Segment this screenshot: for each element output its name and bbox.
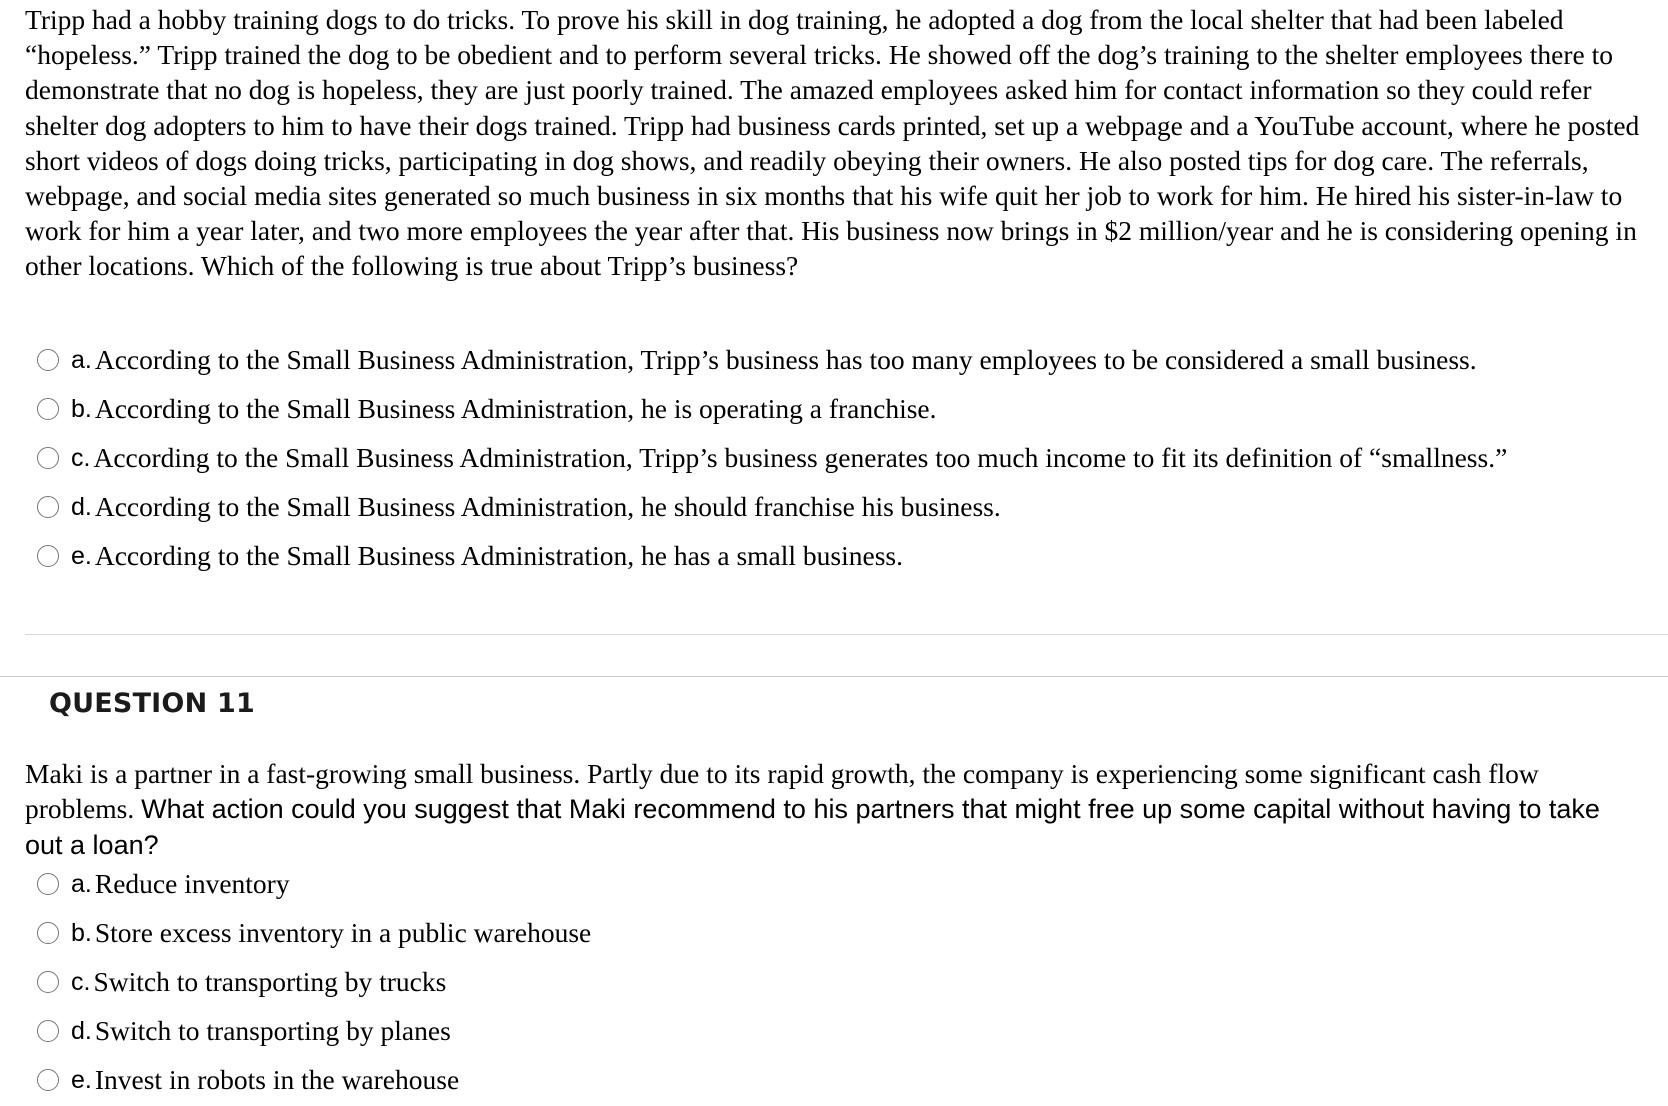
radio-button[interactable] <box>37 922 59 944</box>
q11-option-d[interactable] <box>37 1011 451 1051</box>
option-text: According to the Small Business Administration, Tripp’s business generates too much income to fit its definition of “smallness.” <box>93 442 1508 473</box>
q10-option-a[interactable] <box>37 340 1477 380</box>
q10-option-b[interactable] <box>37 389 937 429</box>
option-text: According to the Small Business Administration, he is operating a franchise. <box>94 393 937 424</box>
q10-option-e[interactable] <box>37 536 903 576</box>
question-10-text: Tripp had a hobby training dogs to do tricks. To prove his skill in dog training, he adopted a dog from the local shelter that had been labeled “hopeless.” Tripp trained the dog to be obedient and to perform several tricks. He showed off the dog’s training to the shelter employees there to demonstrate that no dog is hopeless, they are just poorly trained. The amazed employees asked him for contact information so they could refer shelter dog adopters to him to have their dogs trained. Tripp had business cards printed, set up a webpage and a YouTube account, where he posted short videos of dogs doing tricks, participating in dog shows, and readily obeying their owners. He also posted tips for dog care. The referrals, webpage, and social media sites generated so much business in six months that his wife quit her job to work for him. He hired his sister-in-law to work for him a year later, and two more employees the year after that. His business now brings in $2 million/year and he is considering opening in other locations. Which of the following is true about Tripp’s business? <box>25 4 1640 282</box>
radio-button[interactable] <box>37 971 59 993</box>
radio-button[interactable] <box>37 349 59 371</box>
radio-button[interactable] <box>37 1069 59 1091</box>
option-text: According to the Small Business Administration, Tripp’s business has too many employees to be considered a small business. <box>94 344 1477 375</box>
answer-divider <box>25 634 1668 635</box>
option-letter: b. <box>71 918 92 947</box>
option-letter: d. <box>71 1016 92 1045</box>
option-text: Store excess inventory in a public warehouse <box>94 917 592 948</box>
q10-option-c[interactable] <box>37 438 1507 478</box>
q11-option-b[interactable] <box>37 913 591 953</box>
radio-button[interactable] <box>37 545 59 567</box>
option-letter: a. <box>71 345 92 374</box>
radio-button[interactable] <box>37 447 59 469</box>
question-11-text-sans: What action could you suggest that Maki recommend to his partners that might free up some capital without having to take out a loan? <box>25 794 1600 861</box>
radio-button[interactable] <box>37 1020 59 1042</box>
option-letter: a. <box>71 869 92 898</box>
option-letter: e. <box>71 1065 92 1094</box>
radio-button[interactable] <box>37 398 59 420</box>
q10-option-d[interactable] <box>37 487 1001 527</box>
option-text: Invest in robots in the warehouse <box>94 1064 460 1095</box>
question-11-heading: QUESTION 11 <box>49 688 255 719</box>
q11-option-c[interactable] <box>37 962 446 1002</box>
question-11-text <box>25 756 1640 864</box>
option-letter: c. <box>71 967 91 996</box>
option-text: Reduce inventory <box>94 868 290 899</box>
option-letter: d. <box>71 492 92 521</box>
option-text: Switch to transporting by planes <box>94 1015 451 1046</box>
q11-option-e[interactable] <box>37 1060 459 1100</box>
radio-button[interactable] <box>37 496 59 518</box>
option-text: Switch to transporting by trucks <box>93 966 447 997</box>
option-text: According to the Small Business Administration, he should franchise his business. <box>94 491 1001 522</box>
question-11-text-serif: Maki is a partner in a fast-growing small business. Partly due to its rapid growth, the company is experiencing some significant cash flow problems. <box>25 758 1539 825</box>
option-text: According to the Small Business Administration, he has a small business. <box>94 540 903 571</box>
radio-button[interactable] <box>37 873 59 895</box>
option-letter: c. <box>71 443 91 472</box>
question-divider <box>0 676 1668 677</box>
option-letter: e. <box>71 541 92 570</box>
option-letter: b. <box>71 394 92 423</box>
q11-option-a[interactable] <box>37 864 290 904</box>
